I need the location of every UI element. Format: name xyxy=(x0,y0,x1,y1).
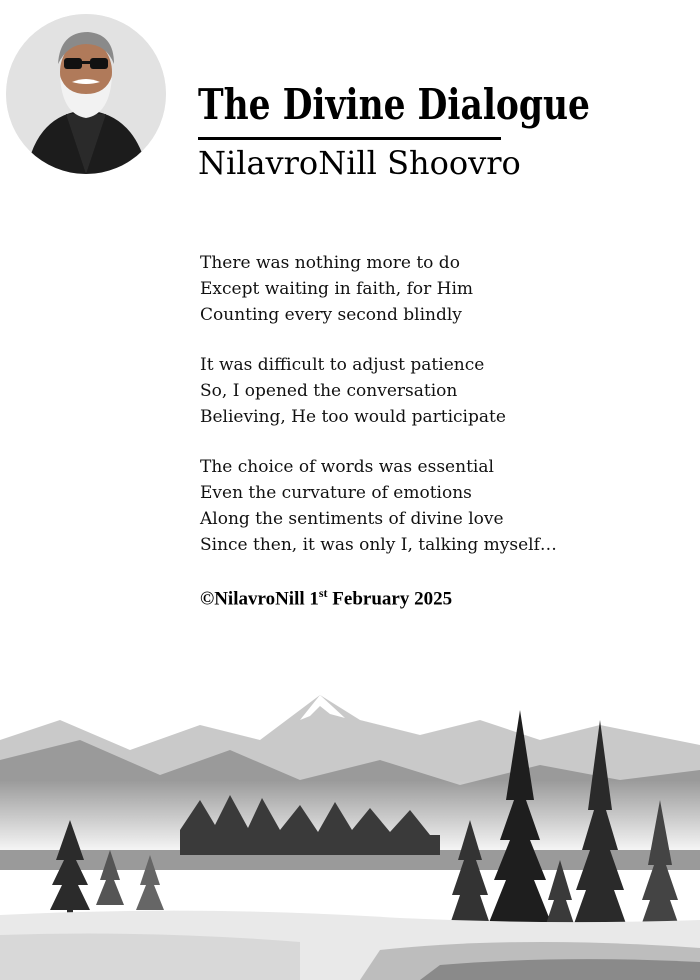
poem-line: So, I opened the conversation xyxy=(200,381,458,401)
poem-line: Counting every second blindly xyxy=(200,305,462,325)
poem-body xyxy=(200,250,640,582)
poem-line: Since then, it was only I, talking myself… xyxy=(200,535,557,555)
stanza-3 xyxy=(200,454,640,558)
poem-line: It was difficult to adjust patience xyxy=(200,355,485,375)
stanza-2 xyxy=(200,352,640,430)
copyright-ordinal: st xyxy=(318,586,328,600)
author-portrait xyxy=(6,14,166,174)
poem-title: The Divine Dialogue xyxy=(198,80,590,129)
mountain-landscape-illustration xyxy=(0,680,700,980)
poem-line: Even the curvature of emotions xyxy=(200,483,472,503)
poem-line: Along the sentiments of divine love xyxy=(200,509,504,529)
title-underline xyxy=(198,137,501,140)
copyright-prefix: ©NilavroNill 1 xyxy=(200,588,319,610)
author-name: NilavroNill Shoovro xyxy=(198,144,521,182)
poem-line: There was nothing more to do xyxy=(200,253,460,273)
poem-line: Except waiting in faith, for Him xyxy=(200,279,474,299)
poem-line: The choice of words was essential xyxy=(200,457,494,477)
stanza-1 xyxy=(200,250,640,328)
poem-line: Believing, He too would participate xyxy=(200,407,506,427)
copyright-suffix: February 2025 xyxy=(327,588,453,610)
copyright-line xyxy=(200,586,452,610)
